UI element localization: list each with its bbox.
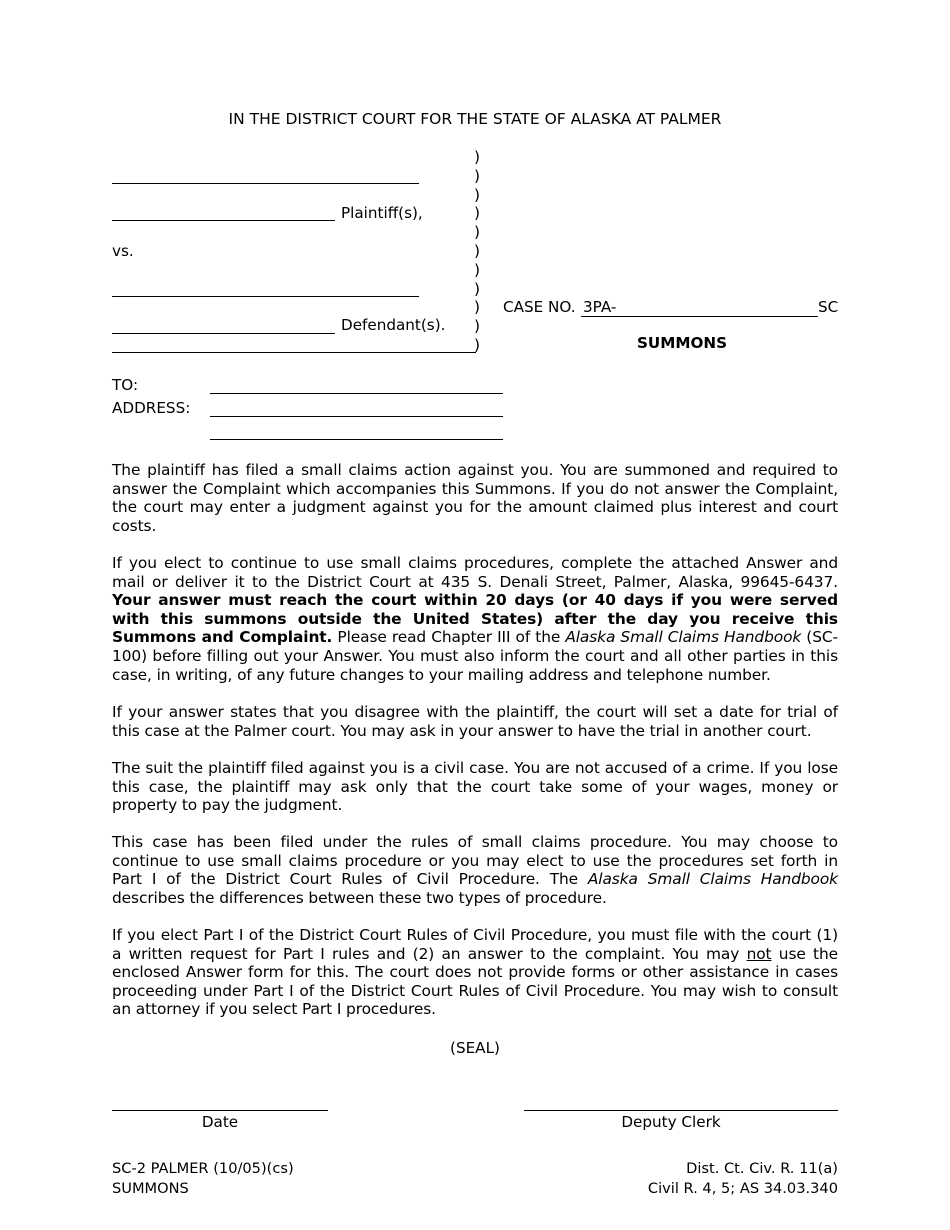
case-no-suffix: SC bbox=[818, 298, 839, 316]
plaintiff-name-line-2[interactable] bbox=[112, 220, 335, 221]
form-code: SC-2 PALMER (10/05)(cs) bbox=[112, 1160, 294, 1177]
address-field-line-1[interactable] bbox=[210, 416, 503, 417]
paragraph-5-text-b: describes the differences between these two types of procedure. bbox=[112, 888, 607, 907]
paragraph-2-handbook-title: Alaska Small Claims Handbook bbox=[565, 628, 802, 647]
paragraph-2-text-b: Please read Chapter III of the bbox=[332, 628, 566, 647]
case-no-field[interactable] bbox=[581, 316, 818, 317]
paragraph-2-bold-deadline: Your answer must reach the court within 20 days (or 40 days if you were served with this summons outside the United States) after the day you receive this Summons and Complaint. bbox=[112, 591, 838, 647]
paragraph-3-text: If your answer states that you disagree with the plaintiff, the court will set a date for trial of this case at the Palmer court. You may ask in your answer to have the trial in another court. bbox=[112, 703, 838, 740]
paragraph-6-text-b: use the enclosed Answer form for this. The court does not provide forms or other assistance in cases proceeding under Part I of the District Court Rules of Civil Procedure. You may wish to consult an attorney if you select Part I procedures. bbox=[112, 944, 838, 1019]
plaintiff-name-line-1[interactable] bbox=[112, 183, 419, 184]
defendant-name-line-2[interactable] bbox=[112, 333, 335, 334]
paragraph-5-handbook-title: Alaska Small Claims Handbook bbox=[587, 870, 838, 889]
vs-label: vs. bbox=[112, 242, 134, 260]
paragraph-6-text-a: If you elect Part I of the District Court Rules of Civil Procedure, you must file with the court (1) a written request for Part I rules and (2) an answer to the complaint. You may bbox=[112, 926, 838, 963]
paragraph-2-text-a: If you elect to continue to use small claims procedures, complete the attached Answer and mail or deliver it to the District Court at 435 S. Denali Street, Palmer, Alaska, 99645-6437. bbox=[112, 554, 838, 591]
document-title: SUMMONS bbox=[636, 334, 728, 352]
paren: ) bbox=[474, 335, 481, 354]
plaintiff-label: Plaintiff(s), bbox=[341, 204, 423, 222]
paren: ) bbox=[474, 260, 481, 279]
address-label: ADDRESS: bbox=[112, 399, 191, 417]
paragraph-2-text-c: (SC-100) before filling out your Answer. You must also inform the court and all other parties in this case, in writing, of any future changes to your mailing address and telephone number. bbox=[112, 628, 838, 684]
paren: ) bbox=[474, 204, 481, 223]
paragraph-4 bbox=[112, 759, 838, 815]
paren: ) bbox=[474, 223, 481, 242]
rule-reference-2: Civil R. 4, 5; AS 34.03.340 bbox=[647, 1180, 838, 1197]
paren: ) bbox=[474, 148, 481, 166]
deputy-clerk-label: Deputy Clerk bbox=[621, 1113, 721, 1131]
paren: ) bbox=[474, 241, 481, 260]
paren: ) bbox=[474, 298, 481, 317]
caption-parenthesis-column bbox=[474, 148, 486, 355]
paren: ) bbox=[474, 166, 481, 185]
paragraph-1 bbox=[112, 461, 838, 535]
paren: ) bbox=[474, 185, 481, 204]
paragraph-4-text: The suit the plaintiff filed against you is a civil case. You are not accused of a crime. If you lose this case, the plaintiff may ask only that the court take some of your wages, money or property to pay the judgment. bbox=[112, 759, 838, 815]
to-label: TO: bbox=[112, 376, 139, 394]
rule-reference-1: Dist. Ct. Civ. R. 11(a) bbox=[686, 1160, 838, 1177]
case-no-prefix: 3PA- bbox=[583, 298, 617, 316]
court-title: IN THE DISTRICT COURT FOR THE STATE OF ALASKA AT PALMER bbox=[228, 110, 722, 128]
paren: ) bbox=[474, 317, 481, 336]
paragraph-5-text-a: This case has been filed under the rules of small claims procedure. You may choose to continue to use small claims procedure or you may elect to use the procedures set forth in Part I of the District Court Rules of Civil Procedure. The bbox=[112, 833, 838, 889]
paren: ) bbox=[474, 279, 481, 298]
paragraph-5 bbox=[112, 833, 838, 907]
date-signature-line[interactable] bbox=[112, 1110, 328, 1111]
paragraph-6 bbox=[112, 926, 838, 1019]
case-no-label: CASE NO. bbox=[503, 298, 576, 316]
paragraph-1-text: The plaintiff has filed a small claims action against you. You are summoned and required to answer the Complaint which accompanies this Summons. If you do not answer the Complaint, the court may enter a judgment against you for the amount claimed plus interest and court costs. bbox=[112, 461, 838, 535]
form-name: SUMMONS bbox=[112, 1180, 189, 1197]
defendant-label: Defendant(s). bbox=[341, 316, 446, 334]
footer-left bbox=[112, 1159, 294, 1199]
seal-label: (SEAL) bbox=[450, 1039, 500, 1057]
to-field[interactable] bbox=[210, 393, 503, 394]
date-label: Date bbox=[201, 1113, 239, 1131]
address-field-line-2[interactable] bbox=[210, 439, 503, 440]
paragraph-3 bbox=[112, 703, 838, 740]
defendant-name-line-1[interactable] bbox=[112, 296, 419, 297]
deputy-clerk-signature-line[interactable] bbox=[524, 1110, 838, 1111]
paragraph-2 bbox=[112, 554, 838, 684]
footer-right bbox=[560, 1159, 838, 1199]
caption-bottom-rule bbox=[112, 352, 476, 353]
paragraph-6-underlined-not: not bbox=[746, 944, 772, 963]
